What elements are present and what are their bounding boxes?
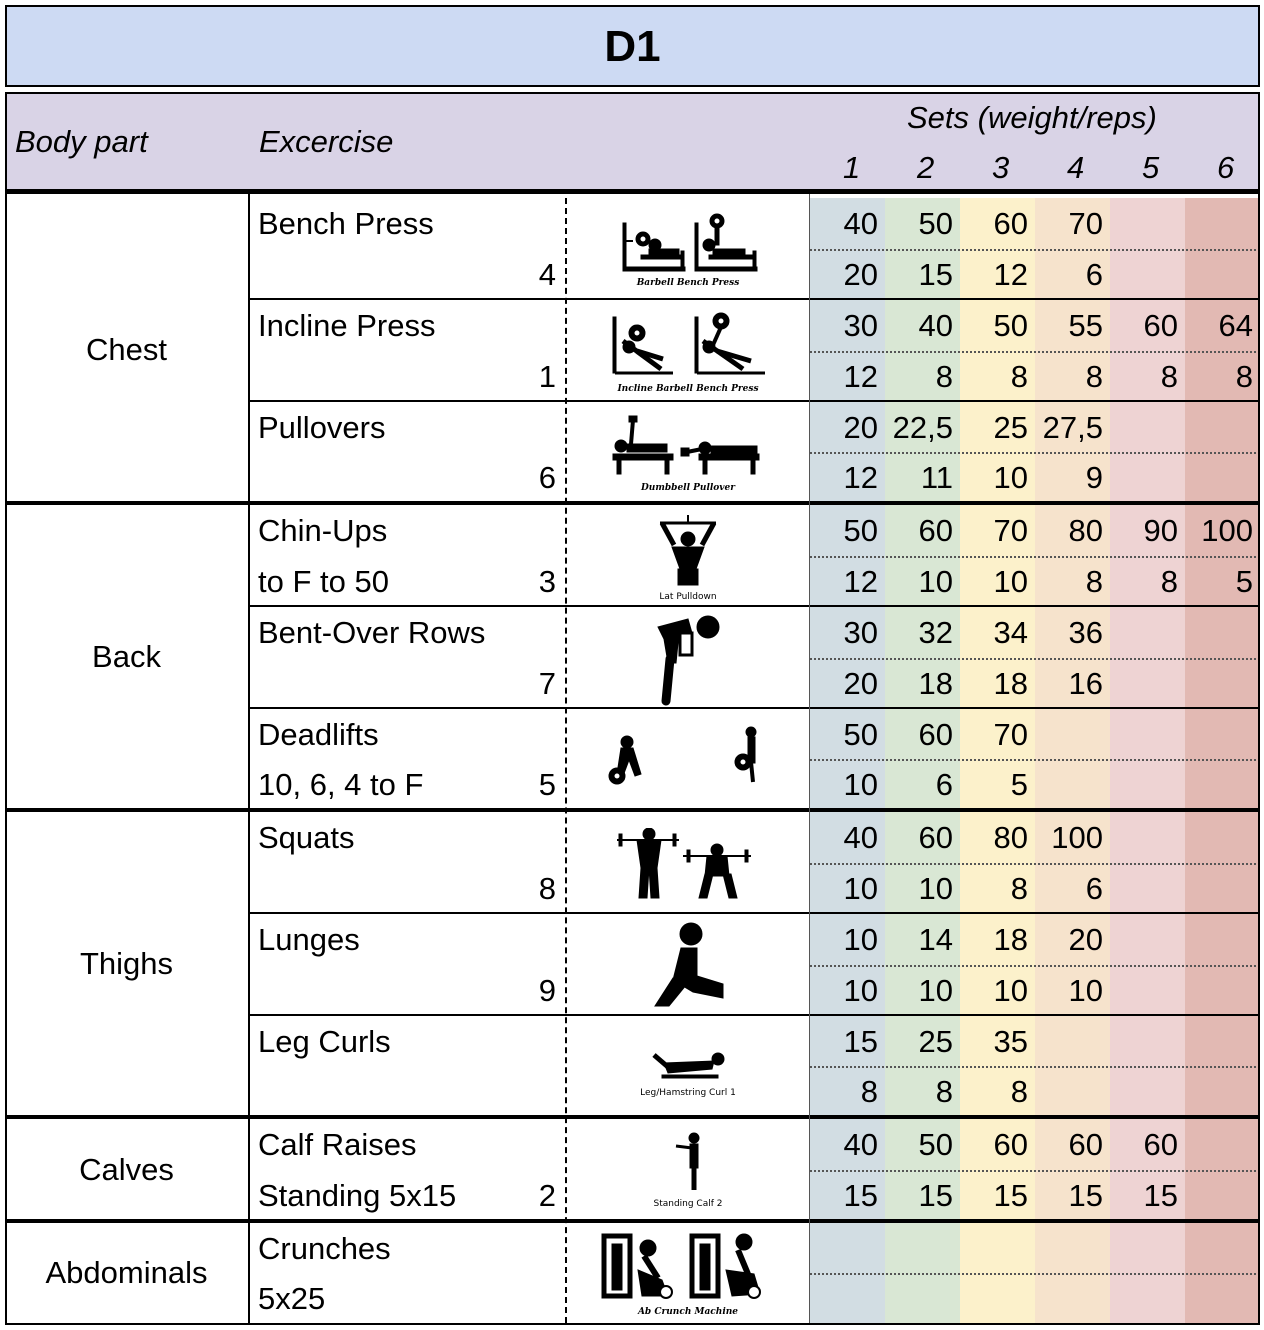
body-part-divider (248, 194, 250, 1325)
exercise-image-caption: Leg/Hamstring Curl 1 (640, 1088, 736, 1098)
header-set-4: 4 (1067, 150, 1085, 185)
set-weight[interactable]: 14 (918, 922, 953, 957)
set-reps[interactable]: 10 (918, 973, 953, 1008)
sets-divider (809, 194, 810, 1325)
set-reps[interactable]: 20 (843, 257, 878, 292)
exercise-divider (249, 707, 1260, 709)
set-weight[interactable]: 40 (918, 308, 953, 343)
header-set-1: 1 (843, 150, 861, 185)
weight-reps-divider (810, 759, 1260, 761)
exercise-divider (249, 400, 1260, 402)
weight-reps-divider (810, 863, 1260, 865)
set-weight[interactable]: 50 (918, 206, 953, 241)
exercise-order: 5 (538, 767, 556, 802)
exercise-name: Incline Press (258, 308, 436, 343)
set-weight[interactable]: 20 (1068, 922, 1103, 957)
set-reps[interactable]: 15 (1068, 1178, 1103, 1213)
set-reps[interactable]: 10 (993, 460, 1028, 495)
group-divider (5, 501, 1260, 505)
header-body-part: Body part (15, 124, 148, 159)
set-reps[interactable]: 15 (843, 1178, 878, 1213)
set-weight[interactable]: 40 (843, 206, 878, 241)
exercise-note: 5x25 (258, 1281, 326, 1316)
set-reps[interactable]: 8 (860, 1074, 878, 1109)
set-reps[interactable]: 8 (1160, 564, 1178, 599)
set-reps[interactable]: 18 (918, 666, 953, 701)
body-part-label: Abdominals (45, 1255, 208, 1290)
table-right-border (1258, 194, 1260, 1325)
exercise-name: Squats (258, 820, 355, 855)
set-weight[interactable]: 15 (843, 1024, 878, 1059)
header-exercise: Excercise (259, 124, 394, 159)
set-weight[interactable]: 70 (1068, 206, 1103, 241)
sheet-title: D1 (5, 5, 1260, 87)
weight-reps-divider (810, 556, 1260, 558)
set-reps[interactable]: 6 (1085, 871, 1103, 906)
lat-pulldown-icon (648, 513, 728, 603)
set-weight[interactable]: 10 (843, 922, 878, 957)
exercise-divider (249, 1014, 1260, 1016)
set-weight[interactable]: 60 (1143, 308, 1178, 343)
exercise-divider (249, 912, 1260, 914)
dumbbell-pullover-icon (603, 414, 773, 494)
set-weight[interactable]: 50 (918, 1127, 953, 1162)
weight-reps-divider (810, 1273, 1260, 1275)
squat-icon (613, 828, 763, 903)
table-left-border (5, 194, 7, 1325)
set-weight[interactable]: 34 (993, 615, 1028, 650)
exercise-order: 8 (538, 871, 556, 906)
set-weight[interactable]: 70 (993, 717, 1028, 752)
body-part-label: Thighs (79, 946, 174, 981)
exercise-order: 6 (538, 460, 556, 495)
set-reps[interactable]: 10 (918, 564, 953, 599)
exercise-order: 7 (538, 666, 556, 701)
set-weight[interactable]: 60 (1068, 1127, 1103, 1162)
bent-over-row-icon (648, 613, 728, 708)
set-weight[interactable]: 40 (843, 820, 878, 855)
set-reps[interactable]: 12 (843, 359, 878, 394)
set-weight[interactable]: 18 (993, 922, 1028, 957)
header-row (5, 92, 1260, 194)
exercise-note: 10, 6, 4 to F (258, 767, 424, 802)
set-reps[interactable]: 20 (843, 666, 878, 701)
set-reps[interactable]: 11 (920, 460, 953, 495)
exercise-image-caption: Incline Barbell Bench Press (617, 383, 759, 394)
set-reps[interactable]: 16 (1068, 666, 1103, 701)
set-weight[interactable]: 60 (918, 820, 953, 855)
set-weight[interactable]: 80 (993, 820, 1028, 855)
set-reps[interactable]: 8 (1160, 359, 1178, 394)
set-reps[interactable]: 10 (918, 871, 953, 906)
set-weight[interactable]: 32 (918, 615, 953, 650)
exercise-name: Lunges (258, 922, 360, 957)
weight-reps-divider (810, 249, 1260, 251)
image-divider (565, 198, 567, 1323)
set-reps[interactable]: 15 (918, 257, 953, 292)
incline-barbell-bench-press-icon (603, 311, 773, 396)
group-divider (5, 1219, 1260, 1223)
deadlift-icon (603, 726, 773, 796)
header-set-6: 6 (1217, 150, 1235, 185)
exercise-order: 3 (538, 564, 556, 599)
exercise-divider (249, 298, 1260, 300)
set-reps[interactable]: 10 (843, 871, 878, 906)
weight-reps-divider (810, 1170, 1260, 1172)
set-reps[interactable]: 15 (1143, 1178, 1178, 1213)
set-weight[interactable]: 30 (843, 308, 878, 343)
set-reps[interactable]: 8 (1085, 564, 1103, 599)
set-reps[interactable]: 10 (993, 564, 1028, 599)
exercise-image-caption: Barbell Bench Press (636, 278, 740, 288)
set-weight[interactable]: 64 (1218, 308, 1253, 343)
header-set-2: 2 (917, 150, 935, 185)
body-part-label: Chest (86, 332, 167, 367)
exercise-image-caption: Dumbbell Pullover (640, 483, 736, 493)
exercise-name: Crunches (258, 1231, 391, 1266)
body-part-label: Calves (79, 1152, 174, 1187)
set-weight[interactable]: 90 (1143, 513, 1178, 548)
exercise-name: Leg Curls (258, 1024, 391, 1059)
set-weight[interactable]: 60 (993, 1127, 1028, 1162)
set-reps[interactable]: 9 (1085, 460, 1103, 495)
barbell-bench-press-icon (613, 211, 763, 291)
set-reps[interactable]: 10 (1068, 973, 1103, 1008)
set-weight[interactable]: 20 (843, 410, 878, 445)
exercise-divider (249, 605, 1260, 607)
set-weight[interactable]: 35 (993, 1024, 1028, 1059)
standing-calf-icon (648, 1132, 728, 1212)
exercise-name: Deadlifts (258, 717, 379, 752)
set-reps[interactable]: 8 (1010, 359, 1028, 394)
set-reps[interactable]: 5 (1010, 767, 1028, 802)
set-weight[interactable]: 22,5 (892, 410, 953, 445)
set-reps[interactable]: 5 (1235, 564, 1253, 599)
set-reps[interactable]: 6 (1085, 257, 1103, 292)
exercise-note: Standing 5x15 (258, 1178, 457, 1213)
set-reps[interactable]: 8 (1085, 359, 1103, 394)
exercise-image-caption: Standing Calf 2 (653, 1199, 723, 1209)
set-weight[interactable]: 27,5 (1042, 410, 1103, 445)
set-reps[interactable]: 8 (1235, 359, 1253, 394)
set-weight[interactable]: 100 (1201, 513, 1253, 548)
set-reps[interactable]: 15 (993, 1178, 1028, 1213)
set-reps[interactable]: 10 (843, 973, 878, 1008)
set-reps[interactable]: 15 (918, 1178, 953, 1213)
set-weight[interactable]: 60 (993, 206, 1028, 241)
set-weight[interactable]: 60 (918, 717, 953, 752)
set-weight[interactable]: 60 (918, 513, 953, 548)
exercise-name: Chin-Ups (258, 513, 388, 548)
exercise-image-caption: Lat Pulldown (659, 592, 717, 602)
set-weight[interactable]: 60 (1143, 1127, 1178, 1162)
set-weight[interactable]: 25 (993, 410, 1028, 445)
header-sets: Sets (weight/reps) (907, 100, 1157, 135)
exercise-note: to F to 50 (258, 564, 389, 599)
exercise-order: 9 (538, 973, 556, 1008)
set-weight[interactable]: 30 (843, 615, 878, 650)
set-reps[interactable]: 8 (1010, 871, 1028, 906)
set-weight[interactable]: 25 (918, 1024, 953, 1059)
exercise-name: Bent-Over Rows (258, 615, 486, 650)
set-reps[interactable]: 10 (993, 973, 1028, 1008)
weight-reps-divider (810, 965, 1260, 967)
set-reps[interactable]: 10 (843, 767, 878, 802)
set-weight[interactable]: 50 (993, 308, 1028, 343)
group-divider (5, 1115, 1260, 1119)
weight-reps-divider (810, 658, 1260, 660)
exercise-name: Bench Press (258, 206, 434, 241)
set-reps[interactable]: 8 (1010, 1074, 1028, 1109)
set-reps[interactable]: 12 (993, 257, 1028, 292)
weight-reps-divider (810, 1066, 1260, 1068)
set-weight[interactable]: 80 (1068, 513, 1103, 548)
set-weight[interactable]: 70 (993, 513, 1028, 548)
exercise-order: 2 (538, 1178, 556, 1213)
leg-curl-icon (628, 1033, 748, 1103)
set-reps[interactable]: 8 (935, 1074, 953, 1109)
body-part-label: Back (92, 639, 161, 674)
ab-crunch-machine-icon (598, 1230, 778, 1320)
set-weight[interactable]: 55 (1068, 308, 1103, 343)
lunge-icon (643, 922, 733, 1012)
set-weight[interactable]: 40 (843, 1127, 878, 1162)
set-reps[interactable]: 18 (993, 666, 1028, 701)
set-reps[interactable]: 8 (935, 359, 953, 394)
set-reps[interactable]: 12 (843, 460, 878, 495)
weight-reps-divider (810, 351, 1260, 353)
set-weight[interactable]: 50 (843, 717, 878, 752)
exercise-name: Pullovers (258, 410, 386, 445)
table-bottom-border (5, 1323, 1260, 1325)
group-divider (5, 808, 1260, 812)
header-set-5: 5 (1142, 150, 1160, 185)
set-reps[interactable]: 12 (843, 564, 878, 599)
weight-reps-divider (810, 452, 1260, 454)
exercise-order: 4 (538, 257, 556, 292)
set-weight[interactable]: 50 (843, 513, 878, 548)
set-reps[interactable]: 6 (935, 767, 953, 802)
set-weight[interactable]: 100 (1051, 820, 1103, 855)
header-set-3: 3 (992, 150, 1010, 185)
exercise-order: 1 (538, 359, 556, 394)
exercise-name: Calf Raises (258, 1127, 417, 1162)
exercise-image-caption: Ab Crunch Machine (637, 1307, 739, 1317)
set-weight[interactable]: 36 (1068, 615, 1103, 650)
